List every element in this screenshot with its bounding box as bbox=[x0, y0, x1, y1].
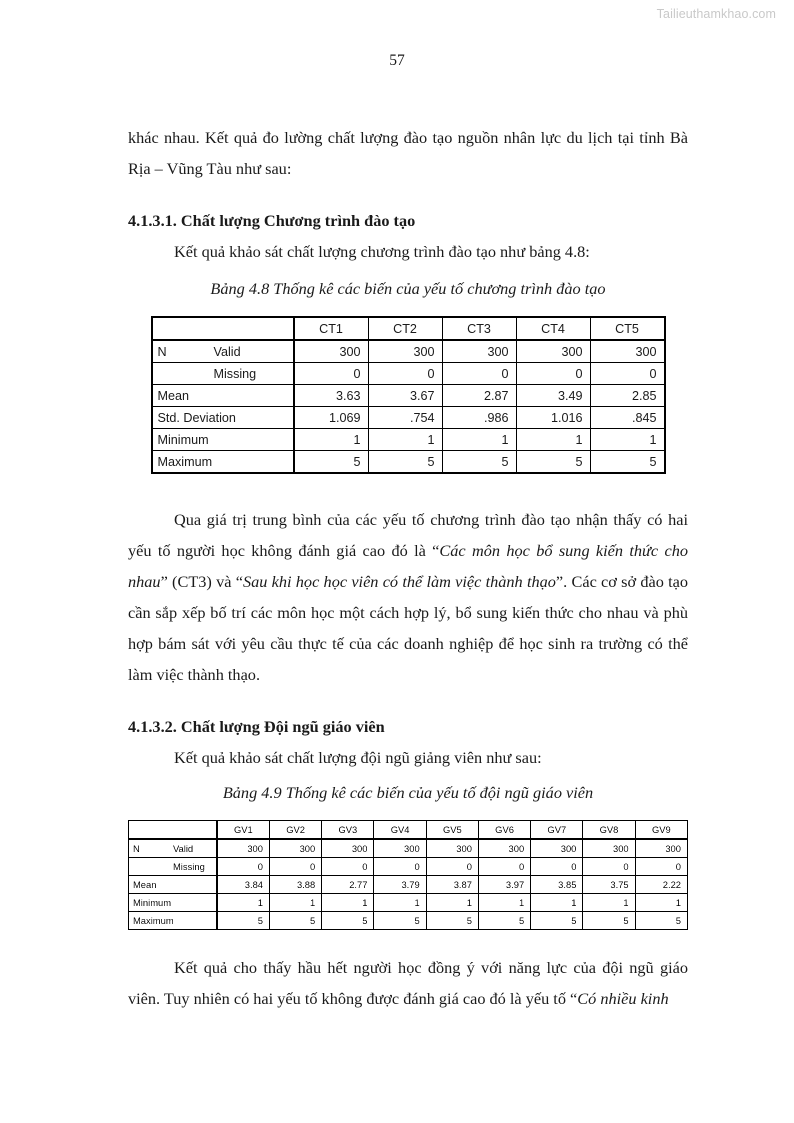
cell-value: 300 bbox=[374, 839, 426, 858]
analysis2-text-a: Kết quả cho thấy hầu hết người học đồng ý với năng lực của đội ngũ giáo viên. Tuy nhiên có hai yếu tố không được đánh giá cao đó là yếu tố “ bbox=[128, 958, 688, 1008]
cell-value: 2.77 bbox=[322, 876, 374, 894]
spacer bbox=[128, 930, 688, 952]
cell-value: 3.88 bbox=[270, 876, 322, 894]
row-label-n-valid bbox=[152, 340, 294, 363]
table-corner-cell bbox=[129, 821, 217, 840]
quote-ct5: Sau khi học học viên có thể làm việc thành thạo bbox=[242, 572, 556, 591]
row-label-group-n: N bbox=[157, 344, 167, 359]
cell-value: 0 bbox=[294, 363, 369, 385]
row-label-sub-valid: Valid bbox=[173, 843, 194, 854]
column-header-ct5: CT5 bbox=[590, 317, 665, 340]
spacer bbox=[128, 808, 688, 820]
row-label-sub-missing: Missing bbox=[213, 366, 257, 381]
table-4-9-wrapper bbox=[128, 820, 688, 930]
cell-value: 1 bbox=[426, 894, 478, 912]
cell-value: 300 bbox=[217, 839, 270, 858]
cell-value: 5 bbox=[516, 451, 590, 474]
cell-value: 0 bbox=[217, 858, 270, 876]
cell-value: 300 bbox=[635, 839, 687, 858]
table-caption-4-9: Bảng 4.9 Thống kê các biến của yếu tố đội ngũ giáo viên bbox=[222, 783, 594, 802]
cell-value: 3.79 bbox=[374, 876, 426, 894]
table-row bbox=[152, 429, 665, 451]
analysis-text-c: ”. Các cơ sở đào tạo cần sắp xếp bố trí các môn học một cách hợp lý, bổ sung kiến thức cho nhau và phù hợp bám sát với yêu cầu thực tế của các doanh nghiệp để học sinh ra trường có thể làm việc thành thạo. bbox=[128, 572, 689, 684]
cell-value: 2.85 bbox=[590, 385, 665, 407]
cell-value: 300 bbox=[322, 839, 374, 858]
cell-value: 5 bbox=[294, 451, 369, 474]
column-header-ct1: CT1 bbox=[294, 317, 369, 340]
paragraph-lead-2: Kết quả khảo sát chất lượng đội ngũ giảng viên như sau: bbox=[174, 748, 542, 767]
cell-value: 1 bbox=[516, 429, 590, 451]
table-caption-4-8: Bảng 4.8 Thống kê các biến của yếu tố chương trình đào tạo bbox=[210, 279, 606, 298]
cell-value: 1 bbox=[374, 894, 426, 912]
page-number: 57 bbox=[389, 52, 405, 69]
cell-value: 0 bbox=[516, 363, 590, 385]
cell-value: 300 bbox=[426, 839, 478, 858]
cell-value: 300 bbox=[442, 340, 516, 363]
cell-value: 0 bbox=[583, 858, 635, 876]
column-header-gv3: GV3 bbox=[322, 821, 374, 840]
analysis-text-b: ” (CT3) và “ bbox=[160, 572, 243, 591]
cell-value: 3.63 bbox=[294, 385, 369, 407]
row-label-missing bbox=[129, 858, 217, 876]
cell-value: 1 bbox=[590, 429, 665, 451]
cell-value: 0 bbox=[442, 363, 516, 385]
cell-value: 1 bbox=[531, 894, 583, 912]
analysis-text-a: Qua giá trị trung bình của các yếu tố chương trình đào tạo nhận thấy có hai yếu tố người học không đánh giá cao đó là “ bbox=[128, 510, 688, 560]
cell-value: 0 bbox=[426, 858, 478, 876]
cell-value: 1 bbox=[368, 429, 442, 451]
cell-value: 5 bbox=[374, 912, 426, 930]
cell-value: 5 bbox=[531, 912, 583, 930]
paragraph-lead-1: Kết quả khảo sát chất lượng chương trình đào tạo như bảng 4.8: bbox=[174, 242, 590, 261]
table-4-8 bbox=[151, 316, 666, 474]
cell-value: 0 bbox=[368, 363, 442, 385]
cell-value: 3.87 bbox=[426, 876, 478, 894]
cell-value: 3.75 bbox=[583, 876, 635, 894]
row-label-maximum: Maximum bbox=[129, 912, 217, 930]
paragraph-analysis-2 bbox=[128, 952, 688, 1014]
column-header-gv2: GV2 bbox=[270, 821, 322, 840]
cell-value: 1 bbox=[294, 429, 369, 451]
cell-value: .845 bbox=[590, 407, 665, 429]
cell-value: 1 bbox=[322, 894, 374, 912]
cell-value: 1 bbox=[217, 894, 270, 912]
cell-value: 0 bbox=[322, 858, 374, 876]
spacer bbox=[128, 474, 688, 504]
row-label-mean: Mean bbox=[129, 876, 217, 894]
table-row bbox=[152, 407, 665, 429]
cell-value: 5 bbox=[322, 912, 374, 930]
table-corner-cell bbox=[152, 317, 294, 340]
column-header-gv5: GV5 bbox=[426, 821, 478, 840]
page-content bbox=[128, 122, 688, 1014]
cell-value: 0 bbox=[478, 858, 530, 876]
row-label-minimum: Minimum bbox=[152, 429, 294, 451]
cell-value: 1.016 bbox=[516, 407, 590, 429]
cell-value: 0 bbox=[270, 858, 322, 876]
table-row bbox=[129, 912, 688, 930]
cell-value: 5 bbox=[583, 912, 635, 930]
cell-value: 300 bbox=[531, 839, 583, 858]
cell-value: 5 bbox=[635, 912, 687, 930]
paragraph-intro: khác nhau. Kết quả đo lường chất lượng đào tạo nguồn nhân lực du lịch tại tỉnh Bà Rịa – Vũng Tàu như sau: bbox=[128, 128, 688, 178]
column-header-ct4: CT4 bbox=[516, 317, 590, 340]
spacer bbox=[128, 304, 688, 316]
cell-value: 3.49 bbox=[516, 385, 590, 407]
table-row bbox=[152, 363, 665, 385]
cell-value: 5 bbox=[270, 912, 322, 930]
cell-value: 1 bbox=[478, 894, 530, 912]
cell-value: 300 bbox=[583, 839, 635, 858]
row-label-maximum: Maximum bbox=[152, 451, 294, 474]
cell-value: 3.67 bbox=[368, 385, 442, 407]
cell-value: 1 bbox=[442, 429, 516, 451]
cell-value: 300 bbox=[294, 340, 369, 363]
cell-value: 3.97 bbox=[478, 876, 530, 894]
cell-value: 5 bbox=[217, 912, 270, 930]
table-row bbox=[129, 839, 688, 858]
cell-value: 3.84 bbox=[217, 876, 270, 894]
cell-value: 5 bbox=[478, 912, 530, 930]
cell-value: 300 bbox=[516, 340, 590, 363]
quote-gv: Có nhiều kinh bbox=[577, 989, 669, 1008]
section-heading-4-1-3-2: 4.1.3.2. Chất lượng Đội ngũ giáo viên bbox=[128, 717, 385, 736]
table-row bbox=[129, 858, 688, 876]
cell-value: 5 bbox=[442, 451, 516, 474]
cell-value: 300 bbox=[478, 839, 530, 858]
table-row bbox=[129, 876, 688, 894]
row-label-n-valid bbox=[129, 839, 217, 858]
cell-value: 3.85 bbox=[531, 876, 583, 894]
row-label-mean: Mean bbox=[152, 385, 294, 407]
table-row bbox=[129, 894, 688, 912]
cell-value: 0 bbox=[374, 858, 426, 876]
cell-value: 1 bbox=[270, 894, 322, 912]
table-row bbox=[152, 385, 665, 407]
cell-value: 0 bbox=[590, 363, 665, 385]
row-label-std-deviation: Std. Deviation bbox=[152, 407, 294, 429]
column-header-ct2: CT2 bbox=[368, 317, 442, 340]
table-header-row bbox=[152, 317, 665, 340]
column-header-gv7: GV7 bbox=[531, 821, 583, 840]
cell-value: 2.87 bbox=[442, 385, 516, 407]
table-row bbox=[152, 451, 665, 474]
cell-value: 0 bbox=[531, 858, 583, 876]
column-header-gv9: GV9 bbox=[635, 821, 687, 840]
row-label-minimum: Minimum bbox=[129, 894, 217, 912]
table-4-9 bbox=[128, 820, 688, 930]
cell-value: 300 bbox=[590, 340, 665, 363]
watermark: Tailieuthamkhao.com bbox=[656, 7, 776, 21]
cell-value: 1.069 bbox=[294, 407, 369, 429]
cell-value: 1 bbox=[635, 894, 687, 912]
cell-value: 300 bbox=[368, 340, 442, 363]
cell-value: 5 bbox=[368, 451, 442, 474]
cell-value: 5 bbox=[590, 451, 665, 474]
cell-value: .754 bbox=[368, 407, 442, 429]
cell-value: .986 bbox=[442, 407, 516, 429]
column-header-gv4: GV4 bbox=[374, 821, 426, 840]
cell-value: 300 bbox=[270, 839, 322, 858]
table-4-8-wrapper bbox=[128, 316, 688, 474]
table-row bbox=[152, 340, 665, 363]
row-label-sub-missing: Missing bbox=[173, 861, 205, 872]
column-header-ct3: CT3 bbox=[442, 317, 516, 340]
cell-value: 5 bbox=[426, 912, 478, 930]
column-header-gv1: GV1 bbox=[217, 821, 270, 840]
column-header-gv8: GV8 bbox=[583, 821, 635, 840]
cell-value: 2.22 bbox=[635, 876, 687, 894]
row-label-sub-valid: Valid bbox=[213, 344, 241, 359]
row-label-group-n: N bbox=[133, 843, 140, 854]
section-heading-4-1-3-1: 4.1.3.1. Chất lượng Chương trình đào tạo bbox=[128, 211, 416, 230]
column-header-gv6: GV6 bbox=[478, 821, 530, 840]
quote-ct3: Các môn học bổ sung kiến thức cho nhau bbox=[128, 541, 689, 591]
paragraph-analysis-1 bbox=[128, 504, 688, 690]
cell-value: 1 bbox=[583, 894, 635, 912]
row-label-missing bbox=[152, 363, 294, 385]
table-header-row bbox=[129, 821, 688, 840]
cell-value: 0 bbox=[635, 858, 687, 876]
